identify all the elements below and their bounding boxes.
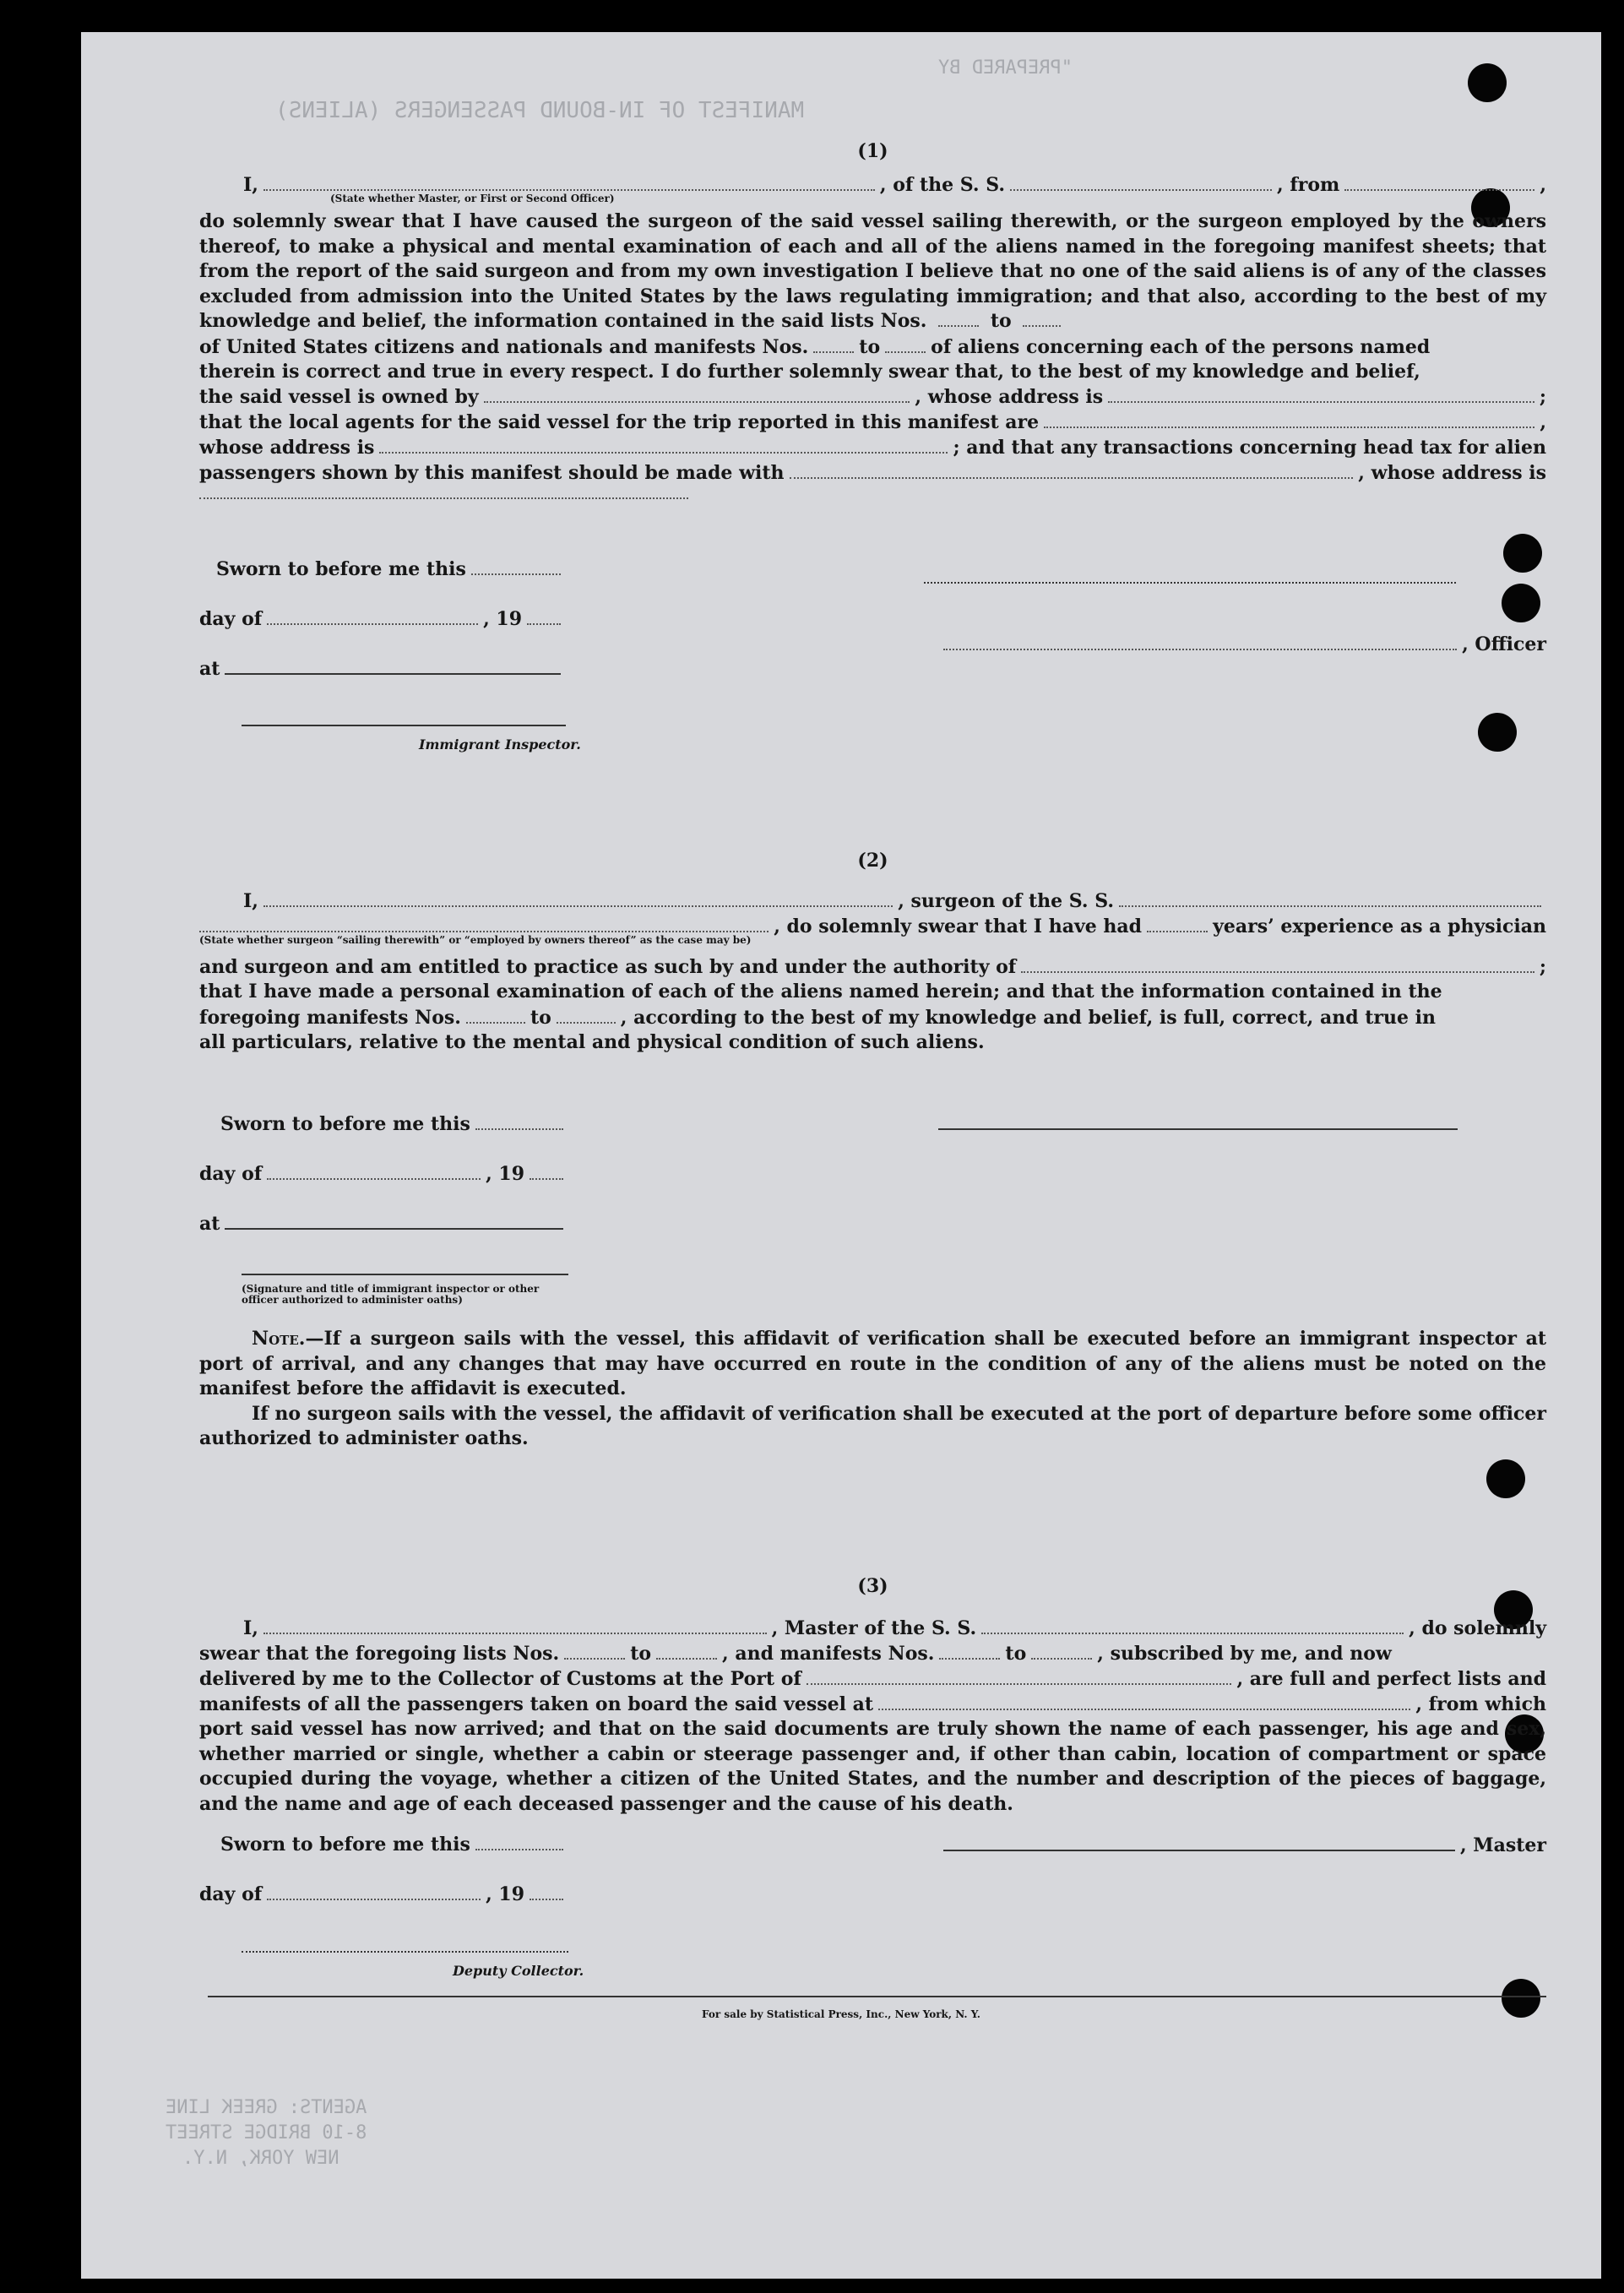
punch-hole: [1468, 63, 1507, 102]
punch-hole: [1486, 1459, 1525, 1498]
year-field[interactable]: [530, 1887, 563, 1900]
bleed-through-text: AGENTS: GREEK LINE: [166, 2097, 367, 2118]
label: , from: [1277, 174, 1340, 196]
section-number: (2): [857, 850, 888, 872]
day-line: day of , 19: [199, 1163, 568, 1185]
at-field[interactable]: [225, 661, 561, 675]
section-number: (3): [857, 1575, 888, 1597]
signature-caption: Deputy Collector.: [453, 1963, 584, 1979]
oath-paragraph: do solemnly swear that I have caused the surgeon of the said vessel sailing therewith, or the surgeon employed by the owners thereof, to make a physical and mental examination of each and all of the aliens named in the foregoing manifest sheets; that from the report of the said surgeon and from my own investigation I believe that no one of the said aliens is of any of the classes excluded from admission into the United States by the laws regulating immigration; and that also, according to the best of my knowledge and belief, the information contained in the said lists Nos. to: [199, 210, 1546, 332]
manifest-to-field[interactable]: [1031, 1646, 1092, 1660]
manifest-from-field[interactable]: [939, 1646, 1000, 1660]
manifest-to-field[interactable]: [885, 340, 926, 353]
authority-field[interactable]: [1021, 959, 1534, 973]
surgeon-paragraph: that I have made a personal examination of each of the aliens named herein; and that the information contained in the: [199, 981, 1442, 1003]
section-2: [199, 850, 1546, 1055]
printer-imprint: For sale by Statistical Press, Inc., New York, N. Y.: [702, 2008, 980, 2020]
label: I,: [243, 174, 258, 196]
sworn-line: Sworn to before me this: [216, 558, 566, 580]
head-tax-party-field[interactable]: [790, 465, 1354, 479]
lists-line: swear that the foregoing lists Nos. to , and manifests Nos. to , subscribed by me, and now: [199, 1643, 1392, 1665]
surgeon-paragraph: all particulars, relative to the mental and physical condition of such aliens.: [199, 1030, 985, 1053]
signature-caption: Immigrant Inspector.: [419, 736, 581, 753]
master-name-field[interactable]: [263, 1621, 767, 1634]
punch-hole: [1503, 534, 1542, 573]
at-line: at: [199, 1213, 568, 1235]
manifest-to-field[interactable]: [557, 1010, 616, 1024]
sworn-date-field[interactable]: [475, 1837, 563, 1850]
bleed-through-text: 8-10 BRIDGE STREET: [166, 2122, 367, 2144]
master-paragraph: port said vessel has now arrived; and that on the said documents are truly shown the name of each passenger, his age and sex, whether married or single, whether a cabin or steerage passenger and, if other than cabin, location of compartment or space occupied during the voyage, whether a citizen of the United States, and the number and description of the pieces of baggage, and the name and age of each deceased passenger and the cause of his death.: [199, 1718, 1546, 1815]
list-to-field[interactable]: [1023, 313, 1061, 327]
officer-line: , Officer: [938, 633, 1546, 655]
bleed-through-text: "PREPARED BY: [938, 57, 1073, 79]
sworn-date-field[interactable]: [475, 1117, 563, 1130]
inspector-signature-line[interactable]: [242, 725, 566, 726]
surgeon-line: I, , surgeon of the S. S.: [199, 888, 1546, 914]
year-field[interactable]: [527, 611, 561, 625]
owner-field[interactable]: [484, 389, 910, 403]
agents-line: that the local agents for the said vessel for the trip reported in this manifest are ,: [199, 411, 1546, 433]
ship-name-field[interactable]: [1119, 894, 1541, 907]
owner-address-field[interactable]: [1108, 389, 1534, 403]
punch-hole: [1502, 584, 1540, 622]
head-tax-line: passengers shown by this manifest should be made with , whose address is: [199, 462, 1546, 484]
day-field[interactable]: [267, 611, 478, 625]
agents-field[interactable]: [1044, 415, 1534, 428]
day-field[interactable]: [267, 1887, 481, 1900]
master-signature-line: , Master: [938, 1834, 1546, 1856]
owner-line: the said vessel is owned by , whose address is ;: [199, 386, 1547, 408]
officer-signature-field[interactable]: [943, 637, 1457, 650]
surgeon-hint: (State whether surgeon “sailing therewith” or “employed by owners thereof” as the case may be): [199, 934, 752, 946]
at-field[interactable]: [225, 1216, 563, 1230]
port-line: delivered by me to the Collector of Customs at the Port of , are full and perfect lists and: [199, 1668, 1546, 1690]
surgeon-status-field[interactable]: [199, 919, 769, 932]
sworn-line: Sworn to before me this: [220, 1113, 568, 1135]
officer-hint: (State whether Master, or First or Second Officer): [330, 193, 615, 204]
master-line: I, , Master of the S. S. , do solemnly: [243, 1617, 1546, 1639]
sworn-date-field[interactable]: [471, 562, 561, 575]
surgeon-signature-line[interactable]: [938, 1128, 1458, 1130]
manifest-from-field[interactable]: [813, 340, 854, 353]
surgeon-name-field[interactable]: [263, 894, 893, 907]
label: , of the S. S.: [879, 174, 1005, 196]
inspector-signature-line[interactable]: [242, 1274, 568, 1275]
officer-signature-line[interactable]: [924, 582, 1456, 584]
manifests-line: of United States citizens and nationals and manifests Nos. to of aliens concerning each of the persons named: [199, 335, 1431, 358]
experience-line: , do solemnly swear that I have had years’ experience as a physician: [199, 914, 1546, 939]
section-3: [199, 1575, 1546, 1817]
year-field[interactable]: [530, 1166, 563, 1180]
collector-signature-line[interactable]: [242, 1951, 568, 1953]
embark-line: manifests of all the passengers taken on board the said vessel at , from which: [199, 1693, 1546, 1715]
oath-paragraph: therein is correct and true in every respect. I do further solemnly swear that, to the best of my knowledge and belief,: [199, 360, 1420, 383]
authority-line: and surgeon and am entitled to practice as such by and under the authority of ;: [199, 956, 1546, 978]
embark-port-field[interactable]: [878, 1697, 1410, 1710]
bleed-through-text: MANIFEST OF IN-BOUND PASSENGERS (ALIENS): [275, 98, 805, 123]
note-text: If no surgeon sails with the vessel, the affidavit of verification shall be executed at the port of departure before some officer authorized to administer oaths.: [199, 1402, 1546, 1449]
ship-name-field[interactable]: [981, 1621, 1404, 1634]
note-block: [199, 1327, 1546, 1452]
day-field[interactable]: [267, 1166, 481, 1180]
form-sheet: [81, 32, 1601, 2279]
sworn-line: Sworn to before me this: [220, 1834, 568, 1856]
bleed-through-text: NEW YORK, N.Y.: [182, 2148, 339, 2169]
agents-address-field[interactable]: [379, 440, 948, 454]
punch-hole: [1478, 713, 1517, 752]
list-from-field[interactable]: [564, 1646, 625, 1660]
at-line: at: [199, 658, 566, 680]
port-field[interactable]: [807, 1671, 1232, 1685]
ship-name-field[interactable]: [1010, 177, 1272, 191]
list-from-field[interactable]: [938, 313, 979, 327]
section-number: (1): [857, 140, 888, 162]
departure-port-field[interactable]: [1344, 177, 1534, 191]
list-to-field[interactable]: [656, 1646, 717, 1660]
head-tax-address-field[interactable]: [199, 486, 688, 499]
manifest-from-field[interactable]: [466, 1010, 525, 1024]
years-field[interactable]: [1147, 919, 1208, 932]
section-1: [199, 140, 1546, 499]
master-signature-field[interactable]: [943, 1838, 1455, 1851]
address-line: whose address is ; and that any transactions concerning head tax for alien: [199, 437, 1546, 459]
note-label: Note.: [252, 1328, 306, 1350]
officer-name-field[interactable]: [263, 177, 875, 191]
label: ,: [1540, 174, 1546, 196]
note-text: —If a surgeon sails with the vessel, this affidavit of verification shall be executed before an immigrant inspector at port of arrival, and any changes that may have occurred en route in the condition of any of the aliens must be noted on the manifest before the affidavit is executed.: [199, 1328, 1546, 1399]
manifests-line: foregoing manifests Nos. to , according to the best of my knowledge and belief, is full, correct, and true in: [199, 1006, 1436, 1029]
day-line: day of , 19: [199, 1883, 568, 1905]
day-line: day of , 19: [199, 608, 566, 630]
head-tax-address-line: [199, 486, 693, 499]
footer-rule: [208, 1996, 1546, 1997]
signature-caption: (Signature and title of immigrant inspector or other officer authorized to administer oaths): [242, 1283, 540, 1306]
